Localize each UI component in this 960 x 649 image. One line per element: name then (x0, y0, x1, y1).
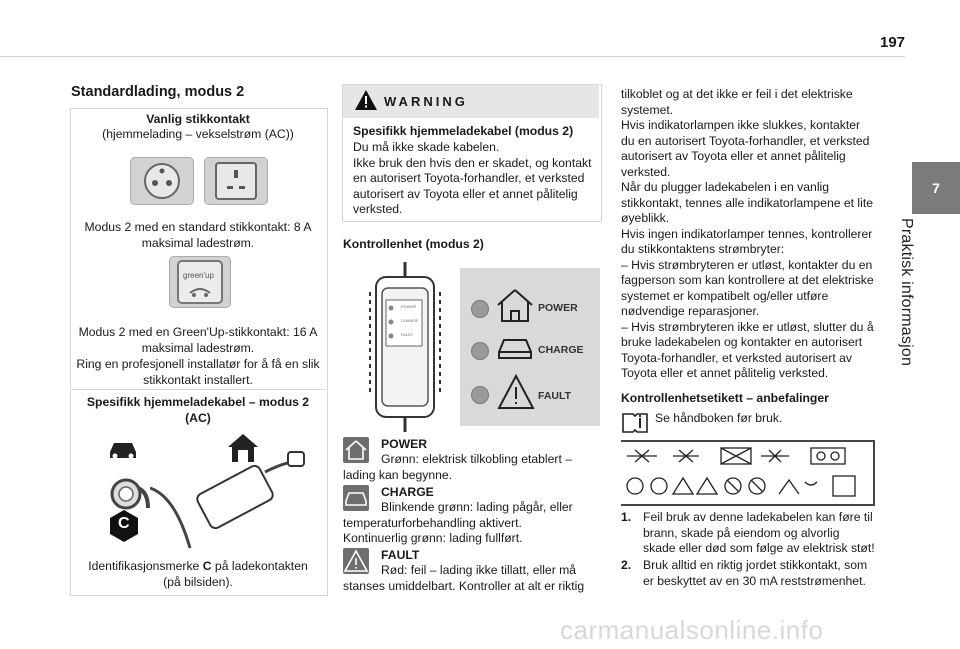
power-lamp (471, 300, 489, 318)
fault-lamp-label: FAULT (538, 390, 572, 402)
fault-title: FAULT (381, 548, 420, 562)
warning-body: Du må ikke skade kabelen. Ikke bruk den hvis den er skadet, og kontakt en autorisert Toyota-forhandler, et verksted autorisert av Toyota eller et annet pålitelig verksted. (353, 140, 592, 216)
list-item-1-num: 1. (621, 510, 632, 524)
safety-label-strip (621, 440, 875, 506)
charge-title: CHARGE (381, 485, 434, 499)
manual-book-icon (621, 410, 649, 439)
mode2-greenup-text: Modus 2 med en Green'Up-stikkontakt: 16 A maksimal ladestrøm. (78, 325, 318, 355)
header-divider (0, 56, 905, 57)
warning-title: WARNING (384, 94, 468, 109)
car-icon (106, 436, 140, 467)
page-number: 197 (880, 34, 906, 51)
charge-lamp-label: CHARGE (538, 344, 584, 356)
section-title: Standardlading, modus 2 (71, 84, 245, 100)
connector-c-letter: C (118, 515, 130, 532)
left-heading-1: Vanlig stikkontakt (146, 112, 250, 126)
list-item-2-num: 2. (621, 558, 632, 572)
right-paragraph: tilkoblet og at det ikke er feil i det elektriske systemet. Hvis indikatorlampen ikke slukkes, kontakter du en autorisert Toyota-forhandler, et verksted autorisert av Toyota eller et annet pålitelig verksted. Når du plugger ladekabelen i en vanlig stikkontakt, tennes alle indikatorlampene et lite øyeblikk. Hvis ingen indikatorlamper tennes, kontrollerer du stikkontaktens strømbryter: – Hvis strømbryteren er utløst, kontakter du en fagperson som kan kontrollere at det elektriske systemet er kompatibelt og/eller utføre nødvendige reparasjoner. – Hvis strømbryteren ikke er utløst, slutter du å bruke ladekabelen og kontakter en autorisert Toyota-forhandler, et verksted autorisert av Toyota eller et annet pålitelig verksted. (621, 87, 874, 380)
list-item-1-text: Feil bruk av denne ladekabelen kan føre til brann, skade på eiendom og alvorlig skade eller død som følge av elektrisk støt! (643, 510, 875, 555)
mode2-standard-text: Modus 2 med en standard stikkontakt: 8 A maksimal ladestrøm. (84, 220, 312, 250)
socket-type-g-icon (204, 157, 268, 205)
power-description: Grønn: elektrisk tilkobling etablert – lading kan begynne. (343, 452, 573, 482)
left-box-divider (70, 389, 326, 390)
warning-header (343, 85, 599, 118)
chapter-tab[interactable]: 7 (912, 162, 960, 214)
power-title: POWER (381, 437, 428, 451)
control-unit-device-icon (360, 262, 450, 437)
greenup-socket-icon (169, 256, 231, 308)
warning-triangle-icon (354, 89, 378, 116)
socket-type-e-icon (130, 157, 194, 205)
manual-note: Se håndboken før bruk. (655, 411, 783, 425)
left-heading-2: Spesifikk hjemmeladekabel – modus 2 (AC) (86, 395, 310, 425)
power-lamp-label: POWER (538, 302, 578, 314)
chapter-title: Praktisk informasjon (898, 218, 915, 367)
fault-lamp (471, 386, 489, 404)
charge-description: Blinkende grønn: lading pågår, eller temperaturforbehandling aktivert. Kontinuerlig grønn: lading fullført. (343, 500, 573, 545)
control-unit-small-label-charge: CHARGE (401, 318, 419, 323)
charge-lamp (471, 342, 489, 360)
cable-control-box-icon (150, 450, 310, 555)
warning-subtitle: Spesifikk hjemmeladekabel (modus 2) (353, 124, 574, 138)
fault-triangle-icon (497, 374, 535, 415)
label-recommendations-heading: Kontrollenhetsetikett – anbefalinger (621, 391, 829, 405)
left-heading-1-sub: (hjemmelading – vekselstrøm (AC)) (102, 127, 294, 141)
watermark: carmanualsonline.info (560, 615, 824, 645)
control-unit-small-label-power: POWER (401, 304, 417, 309)
greenup-install-note: Ring en profesjonell installatør for å få en slik stikkontakt installert. (76, 357, 320, 387)
control-unit-heading: Kontrollenhet (modus 2) (343, 237, 484, 251)
control-unit-small-label-fault: FAULT (401, 332, 414, 337)
charge-car-icon (496, 334, 534, 367)
power-house-icon (496, 288, 534, 329)
connector-caption: Identifikasjonsmerke C på ladekontakten (på bilsiden). (88, 559, 308, 589)
fault-description: Rød: feil – lading ikke tillatt, eller må stanses umiddelbart. Kontroller at alt er riktig (343, 563, 585, 593)
greenup-logo-text: green'up (183, 271, 214, 280)
list-item-2-text: Bruk alltid en riktig jordet stikkontakt, som er beskyttet av en 30 mA reststrømenhet. (643, 558, 868, 588)
